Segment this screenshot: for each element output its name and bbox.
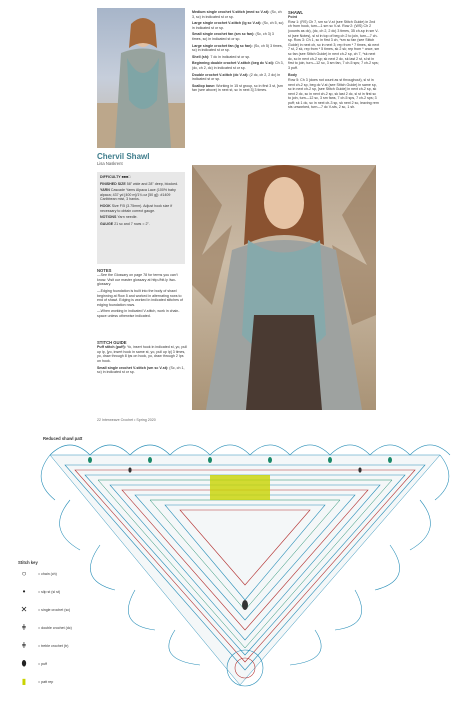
body-text: Row 5: Ch 3 (does not count as st throughout), sl st in next ch-2 sp, beg dc V-st (see Stitch Guide) in same sp, sc in next ch-2 sp, [see Stitch Guide] in next ch-2 sp, sk next 2 dc, sc in next ch-2 sp, sk last 2 dc, sl st in first sc to join, turn—12 sc, 3 sm fans, 7 ch-5 sps, 7 ch-2 sps; 3 puff; sk 1 dc, sc in next ch-3 sp, sk next 2 sc, leaving rem sts unworked, turn—7 dc V-sts, 2 sc, 1 sh. <box>288 77 379 110</box>
stitch-guide-item-term: Puff stitch (puff): <box>97 345 127 350</box>
stitch-key-label: = puff <box>38 661 48 666</box>
spec-item <box>100 188 182 202</box>
stitch-key-label: = chain (ch) <box>38 571 57 576</box>
stitch-guide-item <box>192 44 284 53</box>
spec-item-text: 58" wide and 28" deep, blocked. <box>126 181 179 186</box>
stitch-key-item <box>18 601 98 619</box>
spec-item-term: NOTIONS <box>100 215 118 220</box>
spec-item-text: ■■■□ <box>121 175 131 179</box>
stitch-key-label: = double crochet (dc) <box>38 625 72 630</box>
stitch-guide-item-text: Ch 3, (dc, ch 2, dc) in indicated st or sp. <box>192 61 284 70</box>
notes-title: NOTES <box>97 268 112 273</box>
stitch-guide-item-text: (Sc, ch 5) 3 times, sc) in indicated st or sp. <box>192 43 283 53</box>
point-text: Row 1: (RS) Ch 7, sm sc V-st (see Stitch Guide) in 2nd ch from hook, turn—1 sm sc V-st. Row 2: (WS) Ch 2 (counts as dc), (dc, ch 2, 2 dc) 3 times, 35 ch-sp in sm V-st (see Notes), sl st in top of beg ch 2 to join, turn—7 ch-sp. Row 3: Ch 1, sc in first 3 ch, *sm sc fan (see Stitch Guide) in next ch, sc in next 3; rep from * 7 times, sk next 7 st, 2 sk, rep from * 5 times, sk 2 sk; rep from * once, sm sc fan (see Stitch Guide) in next ch-2 sp, ch 7, *sk next dc, sc in next ch-2 sp; sk next 2 dc, sk last 2 st, sl st in first to join, turn—12 sc, 3 sm fan, 7 ch-5 sps; 7 ch-2 sps; 3 puff. <box>288 19 380 70</box>
stitch-key-item <box>18 619 98 637</box>
stitch-guide-item-term: Shell (sh): <box>192 54 211 59</box>
stitch-key-label: = single crochet (sc) <box>38 607 71 612</box>
stitch-guide-item <box>192 73 284 82</box>
spec-item <box>100 182 182 187</box>
stitch-guide-item-text: Yo, insert hook in indicated st, yo, pull up lp, [yo, insert hook in same st, yo, pull up lp] 3 times, yo, draw through 8 lps on hook, yo, draw through 2 lps on hook. <box>97 345 187 363</box>
stitch-guide-item-term: Beginning double crochet V-stitch (beg dc V-st): <box>192 61 276 66</box>
stitch-key-item <box>18 583 98 601</box>
stitch-guide-item-text: (Sc, ch 3, sc) in indicated st or sp. <box>192 10 282 19</box>
stitch-symbol-icon: ✕ <box>20 604 28 614</box>
specs-list <box>100 175 182 226</box>
specs-box <box>97 172 185 264</box>
pattern-title: Chervil Shawl <box>97 152 150 161</box>
stitch-symbol-icon: • <box>22 586 26 596</box>
stitch-guide-item <box>192 21 284 30</box>
stitch-guide-item-term: Small single crochet V-stitch (sm sc V-st): <box>97 365 170 370</box>
stitch-symbol-icon: ǂ <box>21 622 27 632</box>
stitch-guide-item-text: (Sc, ch 3) 3 times, sc) in indicated st or sp. <box>192 32 274 41</box>
notes-list <box>97 273 187 318</box>
shawl-title: SHAWL <box>288 10 304 15</box>
stitch-guide-title: STITCH GUIDE <box>97 340 127 345</box>
stitch-guide-item <box>192 32 284 41</box>
spec-item-text: Size F/5 (3.75mm). Adjust hook size if necessary to obtain correct gauge. <box>100 203 173 213</box>
spec-item-term: DIFFICULTY <box>100 175 122 179</box>
spec-item-text: 21 sc and 7 rows = 2". <box>114 221 150 226</box>
stitch-guide-middle <box>192 10 284 95</box>
stitch-symbol-icon: ▮ <box>21 676 27 686</box>
stitch-key-label: = patt rep <box>38 679 54 684</box>
stitch-guide-item <box>97 366 187 375</box>
chart-title: Reduced shawl patt <box>43 436 83 441</box>
stitch-key-item <box>18 637 98 655</box>
stitch-guide-item-term: Scallop base: <box>192 83 217 88</box>
stitch-symbol-icon: ○ <box>21 568 27 578</box>
spec-item-term: FINISHED SIZE <box>100 181 127 186</box>
point-title: Point <box>288 15 297 20</box>
stitch-key-label: = slip st (sl st) <box>38 589 61 594</box>
note-item: —Edging foundation is built into the body of shawl beginning at Row 5 and worked in alternating rows to end of shawl. Edging is worked in indicated stitches of edging foundation rows. <box>97 288 183 307</box>
spec-item <box>100 222 182 227</box>
stitch-guide-item-text: Working in 15 st group, sc in first 3 st, [sm fan (see above) in next st, sc in next 3] 3 times. <box>192 83 283 93</box>
stitch-key-item <box>18 655 98 673</box>
stitch-key-title: Stitch key <box>18 560 38 565</box>
spec-item-term: HOOK <box>100 203 112 208</box>
stitch-guide-item <box>97 345 187 363</box>
spec-item <box>100 204 182 213</box>
stitch-key-item <box>18 673 98 691</box>
spec-item <box>100 175 182 180</box>
stitch-guide-item-term: Large single crochet V-stitch (lg sc V-st): <box>192 21 263 26</box>
spec-item-term: YARN <box>100 188 111 193</box>
note-item: —See the Glossary on page 78 for terms you can't know. Visit our master glossary at http://bit.ly /iwc-glossary. <box>97 273 178 287</box>
stitch-guide-item-text: 7 dc in indicated st or sp. <box>210 54 251 59</box>
stitch-guide-item <box>192 61 284 70</box>
stitch-guide-item-text: (Sc, ch 5, sc) in indicated st or sp. <box>192 21 284 30</box>
spec-item-text: Yarn needle. <box>117 215 138 220</box>
note-item: —When working in indicated V-stitch, work in chain-space unless otherwise indicated. <box>97 309 180 318</box>
stitch-guide-item <box>192 10 284 19</box>
spec-item <box>100 215 182 220</box>
stitch-guide-item-text: (2 dc, ch 2, 2 dc) in indicated st or sp. <box>192 72 281 82</box>
stitch-guide-item-term: Medium single crochet V-stitch (med sc V-st): <box>192 10 271 14</box>
stitch-guide-item <box>192 55 284 60</box>
spec-item-term: GAUGE <box>100 221 115 226</box>
stitch-symbol-icon: ⬮ <box>21 658 27 668</box>
stitch-guide-item-text: (Sc, ch 1, sc) in indicated st or sp. <box>97 365 185 375</box>
stitch-guide-item <box>192 84 284 93</box>
stitch-guide-left <box>97 345 187 375</box>
stitch-guide-item-term: Double crochet V-stitch (dc V-st): <box>192 72 250 77</box>
stitch-guide-item-term: Large single crochet fan (lg sc fan): <box>192 43 254 48</box>
spec-item-text: Cascade Yarns Alpaca Lace (100% baby alpaca; 437 yd [400 m]/1¾ oz [50 g]): #1409 Caribbean mist, 3 hanks. <box>100 188 176 202</box>
stitch-guide-item-term: Small single crochet fan (sm sc fan): <box>192 32 256 37</box>
page-footer: 22 Interweave Crochet • Spring 2020 <box>97 418 156 422</box>
stitch-key-label: = treble crochet (tr) <box>38 643 69 648</box>
designer-name: Lisa Naskrent <box>97 161 123 166</box>
stitch-key-item <box>18 565 98 583</box>
body-title: Body <box>288 73 297 78</box>
stitch-symbol-icon: ǂ <box>21 640 27 650</box>
model-photo-small <box>97 8 185 148</box>
model-photo-large <box>192 165 376 410</box>
stitch-key-list <box>18 565 98 691</box>
